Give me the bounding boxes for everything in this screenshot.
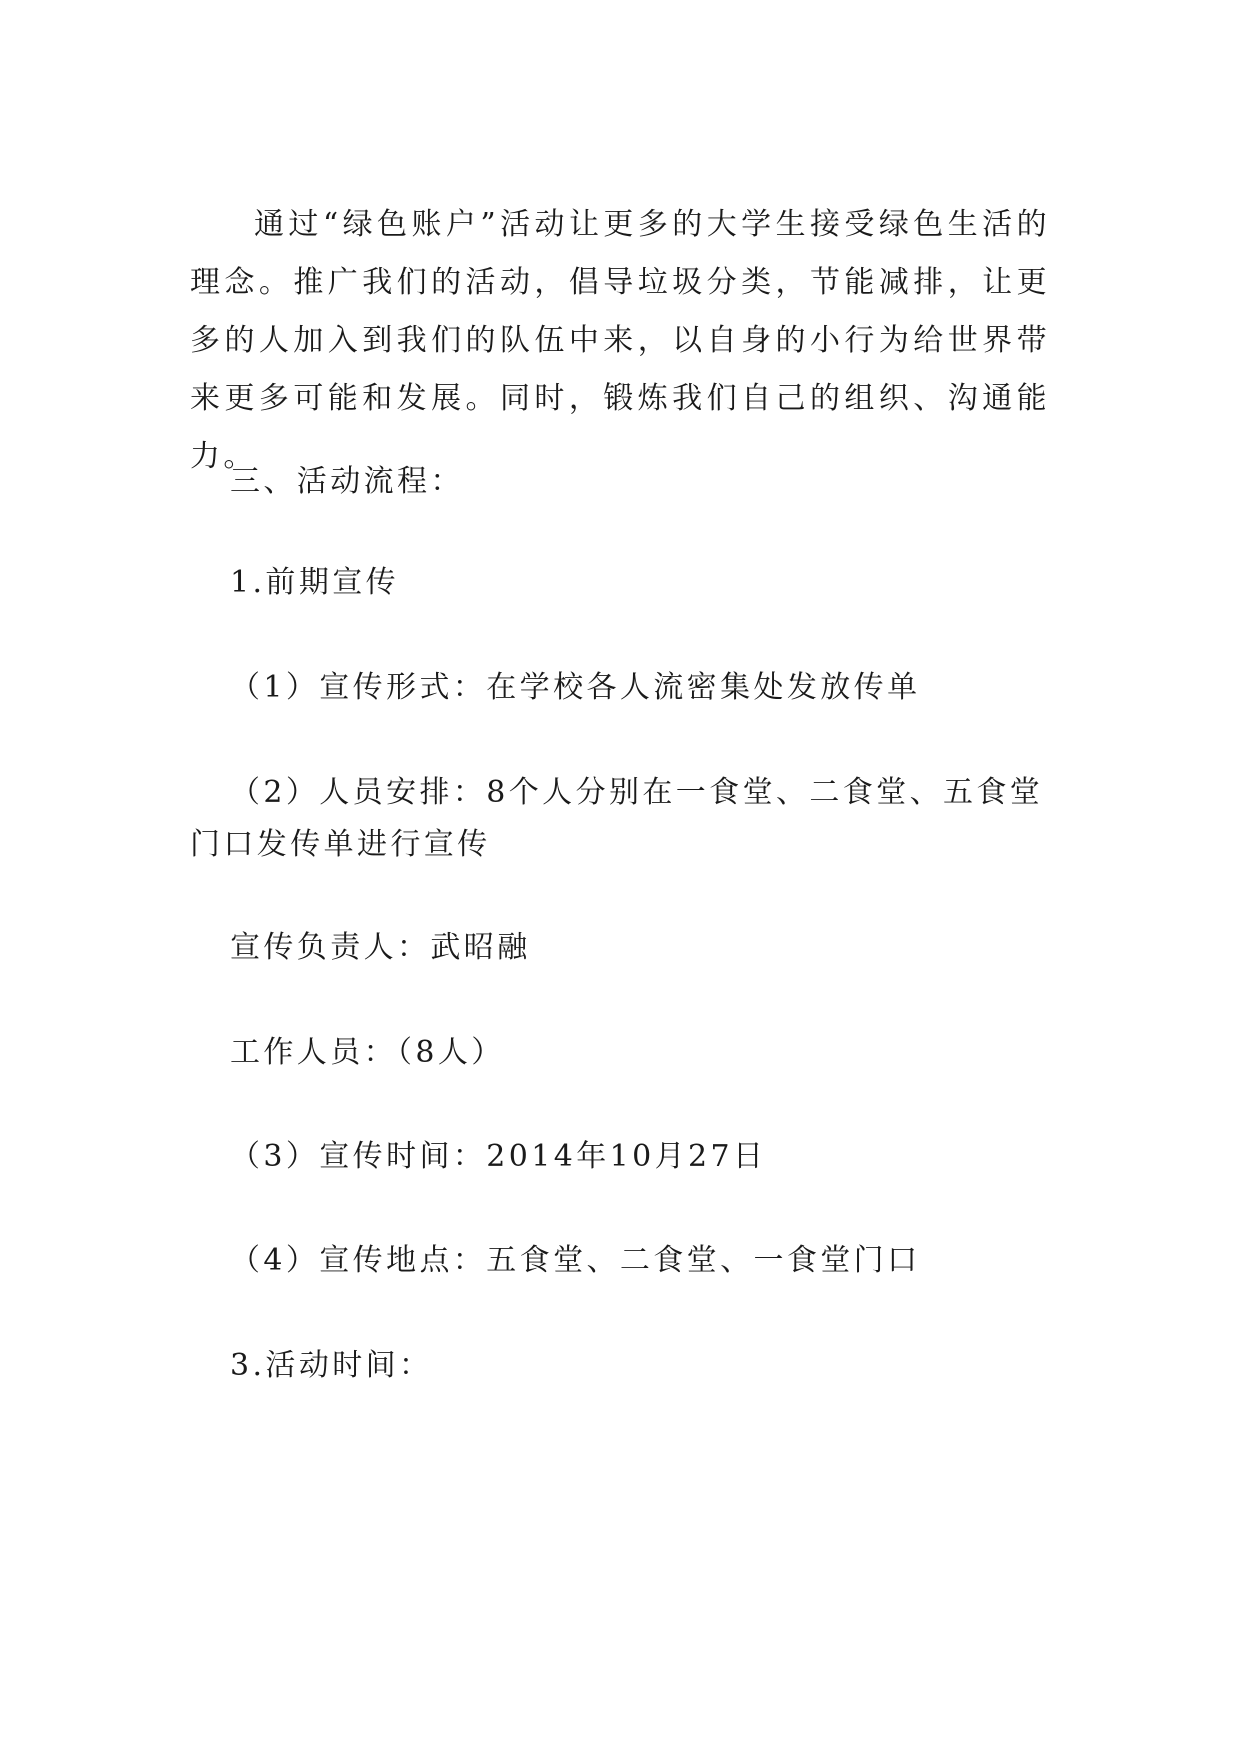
step1-heading: 1.前期宣传	[230, 565, 400, 600]
item2-text-line2: 门口发传单进行宣传	[190, 827, 491, 862]
step3-heading: 3.活动时间：	[230, 1348, 433, 1383]
item1-text: （1）宣传形式：在学校各人流密集处发放传单	[230, 670, 921, 705]
section-heading: 三、活动流程：	[230, 464, 464, 499]
item3-text: （3）宣传时间：2014年10月27日	[230, 1139, 767, 1174]
promo-lead: 宣传负责人：武昭融	[230, 930, 531, 965]
item4-text: （4）宣传地点：五食堂、二食堂、一食堂门口	[230, 1243, 921, 1278]
staff-count: 工作人员：（8人）	[230, 1035, 505, 1070]
intro-paragraph: 通过“绿色账户”活动让更多的大学生接受绿色生活的理念。推广我们的活动，倡导垃圾分类，节能减排，让更多的人加入到我们的队伍中来，以自身的小行为给世界带来更多可能和发展。同时，锻炼我们自己的组织、沟通能力。	[190, 207, 1050, 474]
item2-text-line1: （2）人员安排：8个人分别在一食堂、二食堂、五食堂	[230, 775, 1044, 810]
